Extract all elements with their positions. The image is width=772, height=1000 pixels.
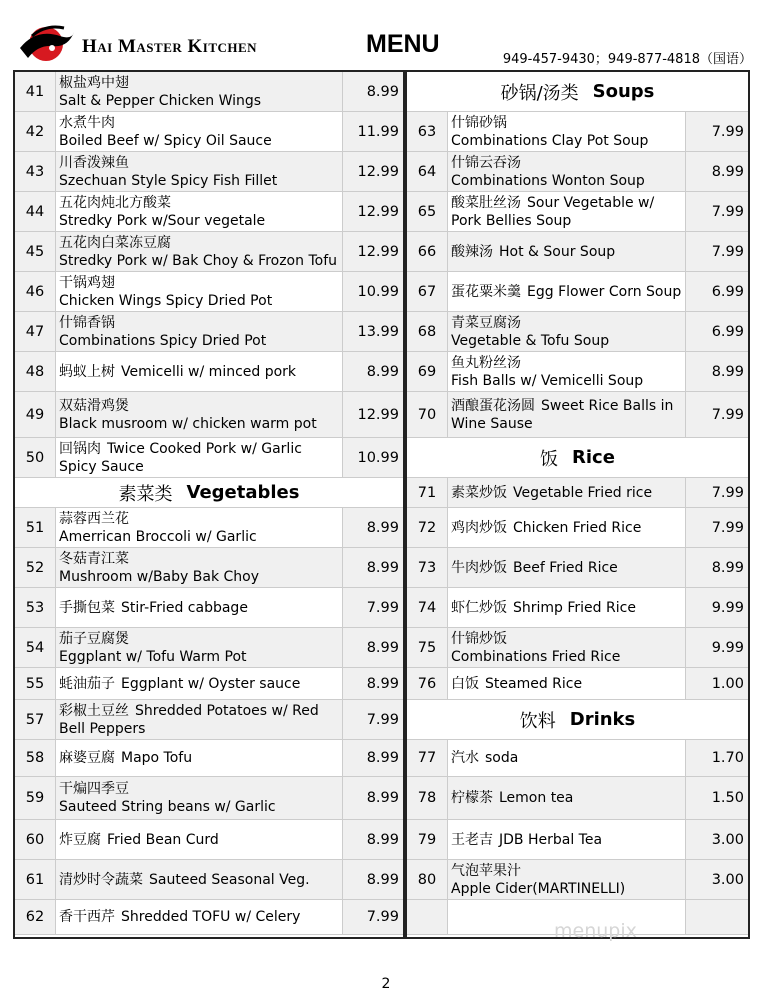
- item-name-zh: 五花肉白菜冻豆腐: [59, 234, 171, 251]
- item-number: 61: [15, 860, 56, 899]
- item-name-en: Sauteed Seasonal Veg.: [149, 871, 310, 888]
- item-price: 7.99: [686, 192, 748, 231]
- item-price: 7.99: [343, 900, 403, 934]
- menu-item-row: [407, 820, 748, 860]
- menu-item-row: [407, 548, 748, 588]
- item-name-en: Apple Cider(MARTINELLI): [451, 880, 626, 897]
- item-name-zh: 蛋花粟米羹: [451, 283, 521, 300]
- menu-item-row: [15, 668, 403, 700]
- item-name: [56, 392, 343, 437]
- item-name-en: Sauteed String beans w/ Garlic: [59, 799, 276, 815]
- item-name-line: [59, 871, 342, 889]
- item-name: [56, 352, 343, 391]
- item-name-en: Twice Cooked Pork w/ Garlic Spicy Sauce: [59, 440, 302, 475]
- item-name-line: [59, 908, 342, 926]
- item-name: [56, 232, 343, 271]
- item-name-zh: 双菇滑鸡煲: [59, 397, 129, 414]
- restaurant-name: Hai Master Kitchen: [82, 36, 258, 57]
- item-name-line: [451, 789, 685, 807]
- item-name-line: [59, 440, 342, 476]
- item-price: 12.99: [343, 152, 403, 191]
- menu-item-row: [15, 392, 403, 438]
- item-price: 13.99: [343, 312, 403, 351]
- menu-item-row: [15, 192, 403, 232]
- menu-item-row: [15, 588, 403, 628]
- menu-item-row: [407, 588, 748, 628]
- menu-item-row: [15, 700, 403, 740]
- item-name-en: Lemon tea: [499, 790, 574, 806]
- item-number: 76: [407, 668, 448, 699]
- item-name-line: [451, 675, 685, 693]
- item-name: [448, 192, 686, 231]
- item-number: 77: [407, 740, 448, 776]
- item-price: 8.99: [343, 72, 403, 111]
- item-name-en: Shredded TOFU w/ Celery: [121, 909, 301, 925]
- item-name-zh: 青菜豆腐汤: [451, 314, 521, 331]
- menu-item-row: [15, 312, 403, 352]
- menu-item-row: [15, 272, 403, 312]
- item-name: [56, 548, 343, 587]
- item-price: 7.99: [343, 588, 403, 627]
- item-name-zh: 柠檬茶: [451, 790, 493, 806]
- item-price: 8.99: [343, 508, 403, 547]
- item-name: [56, 438, 343, 477]
- item-name-en: Hot & Sour Soup: [499, 243, 616, 260]
- item-number: 65: [407, 192, 448, 231]
- item-number: 58: [15, 740, 56, 776]
- item-price: 1.70: [686, 740, 748, 776]
- item-name-zh: 水煮牛肉: [59, 114, 115, 131]
- item-name-en: Mapo Tofu: [121, 750, 193, 766]
- item-name: [56, 900, 343, 934]
- item-price: 12.99: [343, 392, 403, 437]
- item-name-line: [451, 194, 685, 230]
- item-name: [56, 72, 343, 111]
- item-name: [448, 392, 686, 437]
- item-price: 8.99: [343, 777, 403, 819]
- item-number: 73: [407, 548, 448, 587]
- item-name-en: Vegetable & Tofu Soup: [451, 332, 610, 349]
- item-price: 7.99: [686, 232, 748, 271]
- item-name-zh: 回锅肉: [59, 440, 101, 457]
- item-name-en: Amerrican Broccoli w/ Garlic: [59, 528, 257, 545]
- item-name-line: [451, 831, 685, 849]
- menu-item-row: [15, 740, 403, 777]
- item-price: 7.99: [686, 478, 748, 507]
- item-price: 11.99: [343, 112, 403, 151]
- item-name-zh: 清炒时令蔬菜: [59, 871, 143, 888]
- item-name-zh: 什锦砂锅: [451, 114, 507, 131]
- item-price: 8.99: [343, 860, 403, 899]
- item-name-en: Stir-Fried cabbage: [121, 599, 248, 616]
- item-name: [448, 312, 686, 351]
- item-number: 60: [15, 820, 56, 859]
- item-name-en: Black musroom w/ chicken warm pot: [59, 415, 317, 432]
- item-name-en: Beef Fried Rice: [513, 559, 618, 576]
- menu-item-row: [15, 900, 403, 935]
- item-name-zh: 汽水: [451, 750, 479, 766]
- item-price: 7.99: [343, 700, 403, 739]
- item-name-line: [451, 484, 685, 502]
- item-number: 48: [15, 352, 56, 391]
- menu-item-row: [407, 628, 748, 668]
- item-name-zh: 鸡肉炒饭: [451, 519, 507, 536]
- item-number: 69: [407, 352, 448, 391]
- item-name-zh: 牛肉炒饭: [451, 559, 507, 576]
- item-name-line: [451, 559, 685, 577]
- menu-item-row: [15, 820, 403, 860]
- item-name-zh: 手撕包菜: [59, 599, 115, 616]
- item-number: 67: [407, 272, 448, 311]
- item-name-en: Shredded Potatoes w/ Red Bell Peppers: [59, 702, 319, 737]
- menu-item-row: [407, 152, 748, 192]
- item-name: [56, 860, 343, 899]
- item-price: 8.99: [343, 548, 403, 587]
- item-number: 59: [15, 777, 56, 819]
- item-price: 7.99: [686, 392, 748, 437]
- item-name-line: [59, 675, 342, 693]
- menu-item-row: [407, 860, 748, 900]
- item-number: 52: [15, 548, 56, 587]
- item-number: 46: [15, 272, 56, 311]
- item-name: [448, 352, 686, 391]
- item-number: [407, 900, 448, 934]
- item-name-en: Steamed Rice: [485, 675, 583, 692]
- item-price: 10.99: [343, 438, 403, 477]
- item-number: 54: [15, 628, 56, 667]
- item-name-en: Chicken Fried Rice: [513, 519, 642, 536]
- item-name-zh: 炸豆腐: [59, 831, 101, 848]
- item-name-en: Vemicelli w/ minced pork: [121, 363, 297, 380]
- item-name-zh: 彩椒土豆丝: [59, 702, 129, 719]
- menu-item-row: [15, 112, 403, 152]
- menu-item-row: [15, 508, 403, 548]
- item-name-en: Sweet Rice Balls in Wine Sause: [451, 397, 674, 432]
- menu-item-row: [407, 668, 748, 700]
- item-name-zh: 川香泼辣鱼: [59, 154, 129, 171]
- item-price: 1.50: [686, 777, 748, 819]
- item-name-zh: 白饭: [451, 675, 479, 692]
- item-name: [56, 820, 343, 859]
- item-number: 42: [15, 112, 56, 151]
- item-name: [448, 820, 686, 859]
- menu-item-row: [15, 628, 403, 668]
- section-title-zh: 素菜类: [118, 483, 173, 505]
- item-name-line: [451, 283, 685, 301]
- left-menu-column: [15, 72, 403, 935]
- item-name: [56, 740, 343, 776]
- item-name-en: Sour Vegetable w/ Pork Bellies Soup: [451, 194, 655, 229]
- item-name-zh: 香干西芹: [59, 909, 115, 925]
- section-header: [15, 478, 403, 508]
- item-name: [448, 777, 686, 819]
- item-name-zh: 王老吉: [451, 831, 493, 848]
- menu-table: [13, 70, 750, 939]
- item-number: 63: [407, 112, 448, 151]
- item-name-line: [59, 831, 342, 849]
- menu-item-row: [15, 860, 403, 900]
- item-number: 74: [407, 588, 448, 627]
- item-name-en: Salt & Pepper Chicken Wings: [59, 92, 262, 109]
- item-name-zh: 干煸四季豆: [59, 781, 129, 797]
- menu-item-row: [407, 740, 748, 777]
- item-number: 45: [15, 232, 56, 271]
- item-name: [448, 232, 686, 271]
- item-name: [448, 478, 686, 507]
- item-name-zh: 酒酿蛋花汤圆: [451, 397, 535, 414]
- item-name-line: [451, 749, 685, 767]
- menu-item-row: [407, 478, 748, 508]
- section-title-en: Rice: [572, 447, 615, 468]
- item-price: 12.99: [343, 232, 403, 271]
- item-name-zh: 蒜蓉西兰花: [59, 510, 129, 527]
- item-price: 6.99: [686, 312, 748, 351]
- item-price: 8.99: [343, 740, 403, 776]
- item-number: 70: [407, 392, 448, 437]
- item-price: 10.99: [343, 272, 403, 311]
- item-number: 50: [15, 438, 56, 477]
- item-name-zh: 冬菇青江菜: [59, 550, 129, 567]
- item-name-en: JDB Herbal Tea: [499, 831, 603, 848]
- item-name: [448, 152, 686, 191]
- item-name-en: Mushroom w/Baby Bak Choy: [59, 568, 259, 585]
- item-number: 47: [15, 312, 56, 351]
- item-name-line: [59, 749, 342, 767]
- item-price: 8.99: [343, 820, 403, 859]
- section-title-zh: 饮料: [519, 710, 556, 732]
- item-name-line: [451, 519, 685, 537]
- item-number: 79: [407, 820, 448, 859]
- item-name-en: Boiled Beef w/ Spicy Oil Sauce: [59, 132, 272, 149]
- menu-item-row: [15, 548, 403, 588]
- item-name-zh: 干锅鸡翅: [59, 274, 115, 291]
- item-name-zh: 五花肉炖北方酸菜: [59, 194, 171, 211]
- phone-numbers: 949-457-9430；949-877-4818（国语）: [502, 52, 752, 67]
- section-title-en: Vegetables: [186, 482, 300, 503]
- watermark: menupix: [554, 920, 637, 942]
- item-price: 1.00: [686, 668, 748, 699]
- section-header: [407, 72, 748, 112]
- item-number: 71: [407, 478, 448, 507]
- item-name-en: Fish Balls w/ Vemicelli Soup: [451, 372, 644, 389]
- item-name-en: Eggplant w/ Tofu Warm Pot: [59, 648, 247, 665]
- item-name-line: [59, 363, 342, 381]
- item-name-zh: 什锦香锅: [59, 314, 115, 331]
- item-name-zh: 酸菜肚丝汤: [451, 194, 521, 211]
- item-price: 8.99: [343, 668, 403, 699]
- menu-item-row: [407, 312, 748, 352]
- item-price: 3.00: [686, 820, 748, 859]
- item-name-en: Combinations Spicy Dried Pot: [59, 332, 267, 349]
- menu-item-row: [407, 232, 748, 272]
- item-name: [56, 272, 343, 311]
- item-name-en: Eggplant w/ Oyster sauce: [121, 675, 301, 692]
- menu-item-row: [15, 352, 403, 392]
- menu-item-row: [15, 438, 403, 478]
- item-price: 8.99: [343, 352, 403, 391]
- item-name: [448, 740, 686, 776]
- item-name-en: soda: [485, 750, 519, 766]
- item-name-en: Egg Flower Corn Soup: [527, 283, 682, 300]
- item-name-zh: 什锦云吞汤: [451, 154, 521, 171]
- item-name: [448, 588, 686, 627]
- item-name-line: [59, 599, 342, 617]
- item-name: [448, 860, 686, 899]
- item-name-zh: 酸辣汤: [451, 243, 493, 260]
- item-name-line: [451, 243, 685, 261]
- item-name-zh: 气泡苹果汁: [451, 862, 521, 879]
- menu-item-row: [15, 232, 403, 272]
- restaurant-logo-icon: [16, 18, 76, 68]
- item-price: 9.99: [686, 628, 748, 667]
- item-price: 9.99: [686, 588, 748, 627]
- item-name-zh: 素菜炒饭: [451, 484, 507, 501]
- item-name-line: [451, 397, 685, 433]
- item-name-en: Combinations Fried Rice: [451, 648, 621, 665]
- item-number: 41: [15, 72, 56, 111]
- item-name: [448, 272, 686, 311]
- menu-item-row: [15, 777, 403, 820]
- section-title-zh: 砂锅/汤类: [500, 82, 579, 104]
- item-name-zh: 茄子豆腐煲: [59, 630, 129, 647]
- item-name-en: Combinations Wonton Soup: [451, 172, 645, 189]
- item-name: [56, 777, 343, 819]
- item-name: [56, 192, 343, 231]
- item-price: 6.99: [686, 272, 748, 311]
- menu-item-row: [407, 777, 748, 820]
- item-price: 8.99: [686, 548, 748, 587]
- item-name: [448, 628, 686, 667]
- item-price: 7.99: [686, 508, 748, 547]
- item-name: [56, 112, 343, 151]
- item-price: 12.99: [343, 192, 403, 231]
- item-number: 57: [15, 700, 56, 739]
- menu-item-row: [15, 152, 403, 192]
- menu-item-row: [407, 272, 748, 312]
- item-price: 3.00: [686, 860, 748, 899]
- item-name-en: Chicken Wings Spicy Dried Pot: [59, 292, 273, 309]
- menu-item-row: [407, 112, 748, 152]
- page-number: 2: [381, 976, 391, 992]
- item-name: [56, 628, 343, 667]
- menu-item-row: [407, 192, 748, 232]
- item-name-en: Shrimp Fried Rice: [513, 599, 636, 616]
- menu-item-row: [407, 508, 748, 548]
- menu-item-row: [15, 72, 403, 112]
- item-number: 43: [15, 152, 56, 191]
- item-name: [56, 668, 343, 699]
- item-number: 78: [407, 777, 448, 819]
- item-number: 68: [407, 312, 448, 351]
- menu-item-row: [407, 352, 748, 392]
- item-number: 64: [407, 152, 448, 191]
- item-name: [56, 700, 343, 739]
- item-number: 44: [15, 192, 56, 231]
- section-title-en: Drinks: [569, 709, 636, 730]
- item-name: [56, 312, 343, 351]
- item-name-en: Stredky Pork w/ Bak Choy & Frozon Tofu: [59, 252, 337, 269]
- item-number: 55: [15, 668, 56, 699]
- item-name: [448, 508, 686, 547]
- section-title-en: Soups: [592, 81, 655, 102]
- item-name-en: Vegetable Fried rice: [513, 484, 653, 501]
- item-name-en: Stredky Pork w/Sour vegetale: [59, 212, 266, 229]
- item-price: 8.99: [686, 152, 748, 191]
- item-name: [448, 548, 686, 587]
- item-name: [56, 508, 343, 547]
- right-menu-column: [407, 72, 748, 935]
- item-name-zh: 什锦炒饭: [451, 630, 507, 647]
- section-header: [407, 700, 748, 740]
- item-number: 51: [15, 508, 56, 547]
- item-price: [686, 900, 748, 934]
- item-name-zh: 椒盐鸡中翅: [59, 74, 129, 91]
- item-number: 53: [15, 588, 56, 627]
- item-number: 72: [407, 508, 448, 547]
- item-name-zh: 蚝油茄子: [59, 675, 115, 692]
- section-header: [407, 438, 748, 478]
- menu-header: [0, 0, 772, 70]
- item-name-en: Combinations Clay Pot Soup: [451, 132, 649, 149]
- item-name-line: [451, 599, 685, 617]
- item-name-zh: 鱼丸粉丝汤: [451, 354, 521, 371]
- item-number: 80: [407, 860, 448, 899]
- item-number: 66: [407, 232, 448, 271]
- menu-label: MENU: [366, 30, 440, 58]
- item-name: [448, 668, 686, 699]
- item-name-en: Szechuan Style Spicy Fish Fillet: [59, 172, 278, 189]
- item-name-en: Fried Bean Curd: [107, 831, 219, 848]
- item-name: [448, 112, 686, 151]
- item-name-line: [59, 702, 342, 738]
- section-title-zh: 饭: [540, 448, 559, 470]
- item-price: 7.99: [686, 112, 748, 151]
- item-price: 8.99: [686, 352, 748, 391]
- item-number: 49: [15, 392, 56, 437]
- item-name-zh: 蚂蚁上树: [59, 363, 115, 380]
- item-name: [56, 588, 343, 627]
- item-number: 62: [15, 900, 56, 934]
- item-number: 75: [407, 628, 448, 667]
- item-name-zh: 虾仁炒饭: [451, 599, 507, 616]
- item-price: 8.99: [343, 628, 403, 667]
- item-name-zh: 麻婆豆腐: [59, 750, 115, 766]
- menu-item-row: [407, 392, 748, 438]
- item-name: [56, 152, 343, 191]
